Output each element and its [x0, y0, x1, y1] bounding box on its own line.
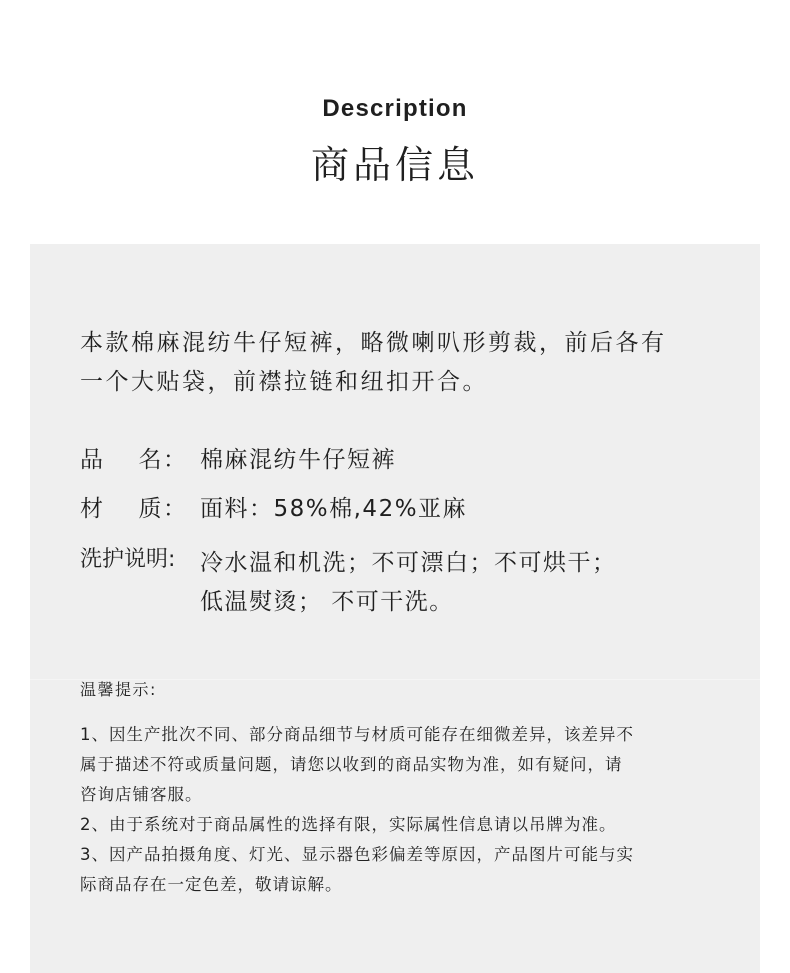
intro-line-1: 本款棉麻混纺牛仔短裤，略微喇叭形剪裁，前后各有 — [80, 330, 667, 356]
label-char: 名： — [138, 447, 188, 473]
intro-line-2: 一个大贴袋，前襟拉链和纽扣开合。 — [80, 369, 488, 395]
product-intro — [80, 324, 720, 402]
title-english: Description — [322, 95, 468, 122]
care-line-2: 低温熨烫； 不可干洗。 — [200, 589, 454, 615]
tips-list — [80, 720, 710, 900]
label-char: 质： — [138, 496, 188, 522]
care-line-1: 冷水温和机洗；不可漂白；不可烘干； — [200, 550, 617, 576]
attribute-label-material — [80, 490, 188, 529]
tip-1-line-3: 咨询店铺客服。 — [80, 785, 203, 804]
description-panel — [30, 244, 760, 973]
attribute-value-material: 面料：58%棉,42%亚麻 — [200, 496, 468, 522]
label-char: 品 — [80, 447, 105, 473]
tip-1-line-1: 1、因生产批次不同、部分商品细节与材质可能存在细微差异，该差异不 — [80, 725, 634, 744]
tip-item-1 — [80, 720, 710, 810]
tip-item-2 — [80, 810, 710, 840]
tip-3-line-2: 际商品存在一定色差，敬请谅解。 — [80, 875, 343, 894]
tip-item-3 — [80, 840, 710, 900]
tip-3-line-1: 3、因产品拍摄角度、灯光、显示器色彩偏差等原因，产品图片可能与实 — [80, 845, 634, 864]
attribute-label-care: 洗护说明: — [80, 547, 176, 572]
title-chinese: 商品信息 — [310, 143, 479, 187]
attribute-label-name — [80, 441, 188, 480]
attribute-value-care — [200, 544, 617, 622]
label-char: 材 — [80, 496, 105, 522]
tip-1-line-2: 属于描述不符或质量问题，请您以收到的商品实物为准，如有疑问，请 — [80, 755, 623, 774]
tip-2-line-1: 2、由于系统对于商品属性的选择有限，实际属性信息请以吊牌为准。 — [80, 815, 617, 834]
attribute-value-name: 棉麻混纺牛仔短裤 — [200, 447, 396, 473]
tips-title: 温馨提示: — [80, 680, 157, 699]
